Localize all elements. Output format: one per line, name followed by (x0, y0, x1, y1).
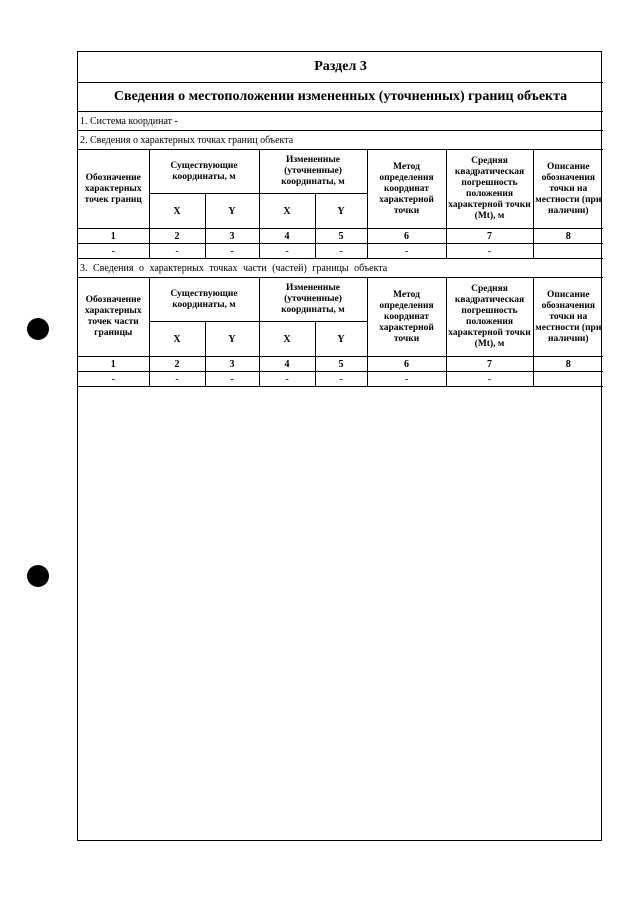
table2-col-existing: Существующие координаты, м (149, 278, 259, 322)
table2-axis-y: Y (205, 322, 259, 357)
table2-col-changed: Измененные (уточненные) координаты, м (259, 278, 367, 322)
column-number: 7 (446, 357, 533, 372)
column-number: 8 (533, 357, 603, 372)
column-number: 3 (205, 229, 259, 244)
table1-col-changed: Измененные (уточненные) координаты, м (259, 150, 367, 194)
table-cell: - (446, 372, 533, 387)
table-cell: - (259, 244, 315, 259)
document-table (78, 52, 603, 387)
table-cell: - (78, 372, 149, 387)
punch-hole (27, 565, 49, 587)
column-number: 5 (315, 229, 367, 244)
column-number: 4 (259, 229, 315, 244)
table2-axis-x: X (259, 322, 315, 357)
table-cell: - (205, 244, 259, 259)
table2-caption: 3. Сведения о характерных точках части (частей) границы объекта (78, 259, 603, 278)
punch-hole (27, 318, 49, 340)
table1-numbers-row (78, 229, 603, 244)
table-cell: - (149, 372, 205, 387)
table-cell (533, 244, 603, 259)
table1-col-existing: Существующие координаты, м (149, 150, 259, 194)
table-cell: - (446, 244, 533, 259)
table1-axis-x: X (259, 194, 315, 229)
table2-col-point-label: Обозначение характерных точек части границы (78, 278, 149, 357)
table-cell: - (78, 244, 149, 259)
table2-col-method: Метод определения координат характерной точки (367, 278, 446, 357)
column-number: 5 (315, 357, 367, 372)
table2-axis-y: Y (315, 322, 367, 357)
coordinate-system: 1. Система координат - (78, 112, 603, 131)
table2-axis-x: X (149, 322, 205, 357)
column-number: 1 (78, 229, 149, 244)
table-cell: - (315, 372, 367, 387)
table1-col-method: Метод определения координат характерной точки (367, 150, 446, 229)
column-number: 7 (446, 229, 533, 244)
table2-numbers-row (78, 357, 603, 372)
section-title: Раздел 3 (78, 52, 603, 83)
table-cell: - (315, 244, 367, 259)
column-number: 1 (78, 357, 149, 372)
column-number: 3 (205, 357, 259, 372)
table2-col-description: Описание обозначения точки на местности (при наличии) (533, 278, 603, 357)
column-number: 2 (149, 229, 205, 244)
table-row (78, 244, 603, 259)
table2-col-error: Средняя квадратическая погрешность положения характерной точки (Mt), м (446, 278, 533, 357)
table1-col-description: Описание обозначения точки на местности (при наличии) (533, 150, 603, 229)
table-cell: - (367, 244, 446, 259)
table1-axis-x: X (149, 194, 205, 229)
table1-axis-y: Y (315, 194, 367, 229)
table1-axis-y: Y (205, 194, 259, 229)
table-cell (533, 372, 603, 387)
column-number: 4 (259, 357, 315, 372)
document-frame (77, 51, 602, 841)
document-heading: Сведения о местоположении измененных (уточненных) границ объекта (78, 83, 603, 112)
table-cell: - (259, 372, 315, 387)
table-cell: - (149, 244, 205, 259)
table-cell: - (205, 372, 259, 387)
column-number: 2 (149, 357, 205, 372)
table1-col-error: Средняя квадратическая погрешность положения характерной точки (Mt), м (446, 150, 533, 229)
table1-col-point-label: Обозначение характерных точек границ (78, 150, 149, 229)
column-number: 8 (533, 229, 603, 244)
column-number: 6 (367, 229, 446, 244)
column-number: 6 (367, 357, 446, 372)
table-cell: - (367, 372, 446, 387)
table-row (78, 372, 603, 387)
table1-caption: 2. Сведения о характерных точках границ объекта (78, 131, 603, 150)
